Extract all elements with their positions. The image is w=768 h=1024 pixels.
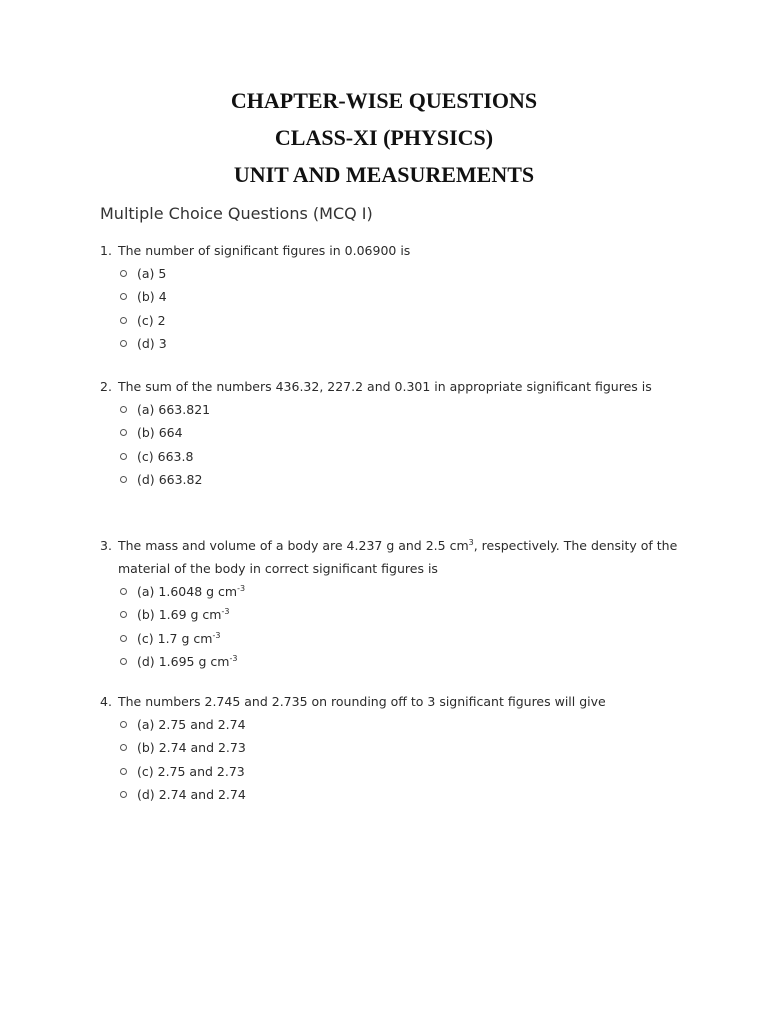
circle-bullet-icon <box>120 635 127 642</box>
option-unit: g cm <box>181 630 213 646</box>
question-number: 3. <box>100 538 112 553</box>
unit-exponent: -3 <box>221 607 230 617</box>
circle-bullet-icon <box>120 453 127 460</box>
option-c <box>120 627 680 650</box>
option-b <box>120 421 680 444</box>
option-unit: g cm <box>198 653 230 669</box>
option-unit: g cm <box>190 607 222 623</box>
circle-bullet-icon <box>120 317 127 324</box>
circle-bullet-icon <box>120 476 127 483</box>
option-value: 3 <box>158 335 167 351</box>
option-value: 1.7 <box>157 630 178 646</box>
option-label: (c) <box>137 312 154 328</box>
question-2 <box>100 375 680 491</box>
question-text <box>100 534 680 580</box>
circle-bullet-icon <box>120 768 127 775</box>
option-value: 1.6048 <box>158 584 203 599</box>
option-label: (d) <box>137 335 155 351</box>
option-unit: g cm <box>206 584 238 599</box>
option-value: 2.75 and 2.74 <box>158 717 246 732</box>
circle-bullet-icon <box>120 658 127 665</box>
question-text <box>100 239 680 262</box>
option-label: (a) <box>137 717 155 732</box>
circle-bullet-icon <box>120 293 127 300</box>
option-label: (b) <box>137 607 155 623</box>
option-value: 2.74 and 2.74 <box>158 786 246 802</box>
question-3 <box>100 534 680 673</box>
options-list <box>100 262 680 355</box>
question-number: 2. <box>100 379 112 394</box>
option-d <box>120 650 680 673</box>
option-d <box>120 332 680 355</box>
option-a <box>120 580 680 603</box>
option-label: (d) <box>137 653 155 669</box>
option-b <box>120 603 680 626</box>
circle-bullet-icon <box>120 588 127 595</box>
option-value: 663.821 <box>158 402 211 417</box>
options-list <box>100 398 680 491</box>
circle-bullet-icon <box>120 406 127 413</box>
circle-bullet-icon <box>120 340 127 347</box>
option-value: 2.75 and 2.73 <box>157 763 245 779</box>
option-label: (b) <box>137 425 155 441</box>
option-d <box>120 468 680 491</box>
option-b <box>120 736 680 759</box>
option-a <box>120 398 680 421</box>
class-heading: CLASS-XI (PHYSICS) <box>274 125 494 150</box>
option-label: (c) <box>137 448 154 464</box>
circle-bullet-icon <box>120 270 127 277</box>
option-label: (d) <box>137 471 155 487</box>
option-label: (a) <box>137 584 155 599</box>
circle-bullet-icon <box>120 721 127 728</box>
option-value: 1.695 <box>158 653 195 669</box>
section-title: Multiple Choice Questions (MCQ I) <box>100 204 373 223</box>
question-number: 4. <box>100 694 112 709</box>
option-value: 2.74 and 2.73 <box>158 740 246 756</box>
circle-bullet-icon <box>120 611 127 618</box>
option-label: (c) <box>137 630 154 646</box>
chapter-heading: CHAPTER-WISE QUESTIONS <box>230 88 538 113</box>
circle-bullet-icon <box>120 791 127 798</box>
unit-exponent: -3 <box>229 653 238 663</box>
option-value: 663.8 <box>157 448 194 464</box>
options-list <box>100 713 680 806</box>
question-body-continued: , respectively. The density of the material of the body in correct significant figures is <box>118 538 678 576</box>
unit-heading: UNIT AND MEASUREMENTS <box>233 162 535 187</box>
circle-bullet-icon <box>120 429 127 436</box>
question-number: 1. <box>100 243 112 258</box>
option-label: (a) <box>137 266 155 281</box>
option-a <box>120 713 680 736</box>
option-b <box>120 285 680 308</box>
question-1 <box>100 239 680 355</box>
option-label: (c) <box>137 763 154 779</box>
option-label: (b) <box>137 740 155 756</box>
question-body: The mass and volume of a body are 4.237 g and 2.5 cm <box>118 538 469 553</box>
option-label: (a) <box>137 402 155 417</box>
option-value: 1.69 <box>158 607 187 623</box>
question-text <box>100 690 680 713</box>
option-value: 2 <box>157 312 166 328</box>
option-label: (b) <box>137 289 155 305</box>
option-c <box>120 445 680 468</box>
option-a <box>120 262 680 285</box>
options-list <box>100 580 680 673</box>
option-c <box>120 309 680 332</box>
question-body: The sum of the numbers 436.32, 227.2 and 0.301 in appropriate significant figures is <box>118 379 652 394</box>
option-c <box>120 760 680 783</box>
question-text <box>100 375 680 398</box>
question-body: The number of significant figures in 0.06900 is <box>118 243 411 258</box>
option-value: 4 <box>158 289 167 305</box>
option-d <box>120 783 680 806</box>
unit-exponent: -3 <box>237 583 246 593</box>
option-label: (d) <box>137 786 155 802</box>
option-value: 5 <box>158 266 167 281</box>
option-value: 663.82 <box>158 471 203 487</box>
question-4 <box>100 690 680 806</box>
question-body: The numbers 2.745 and 2.735 on rounding off to 3 significant figures will give <box>118 694 606 709</box>
unit-exponent: -3 <box>212 630 221 640</box>
option-value: 664 <box>158 425 183 441</box>
circle-bullet-icon <box>120 744 127 751</box>
superscript: 3 <box>468 537 474 547</box>
